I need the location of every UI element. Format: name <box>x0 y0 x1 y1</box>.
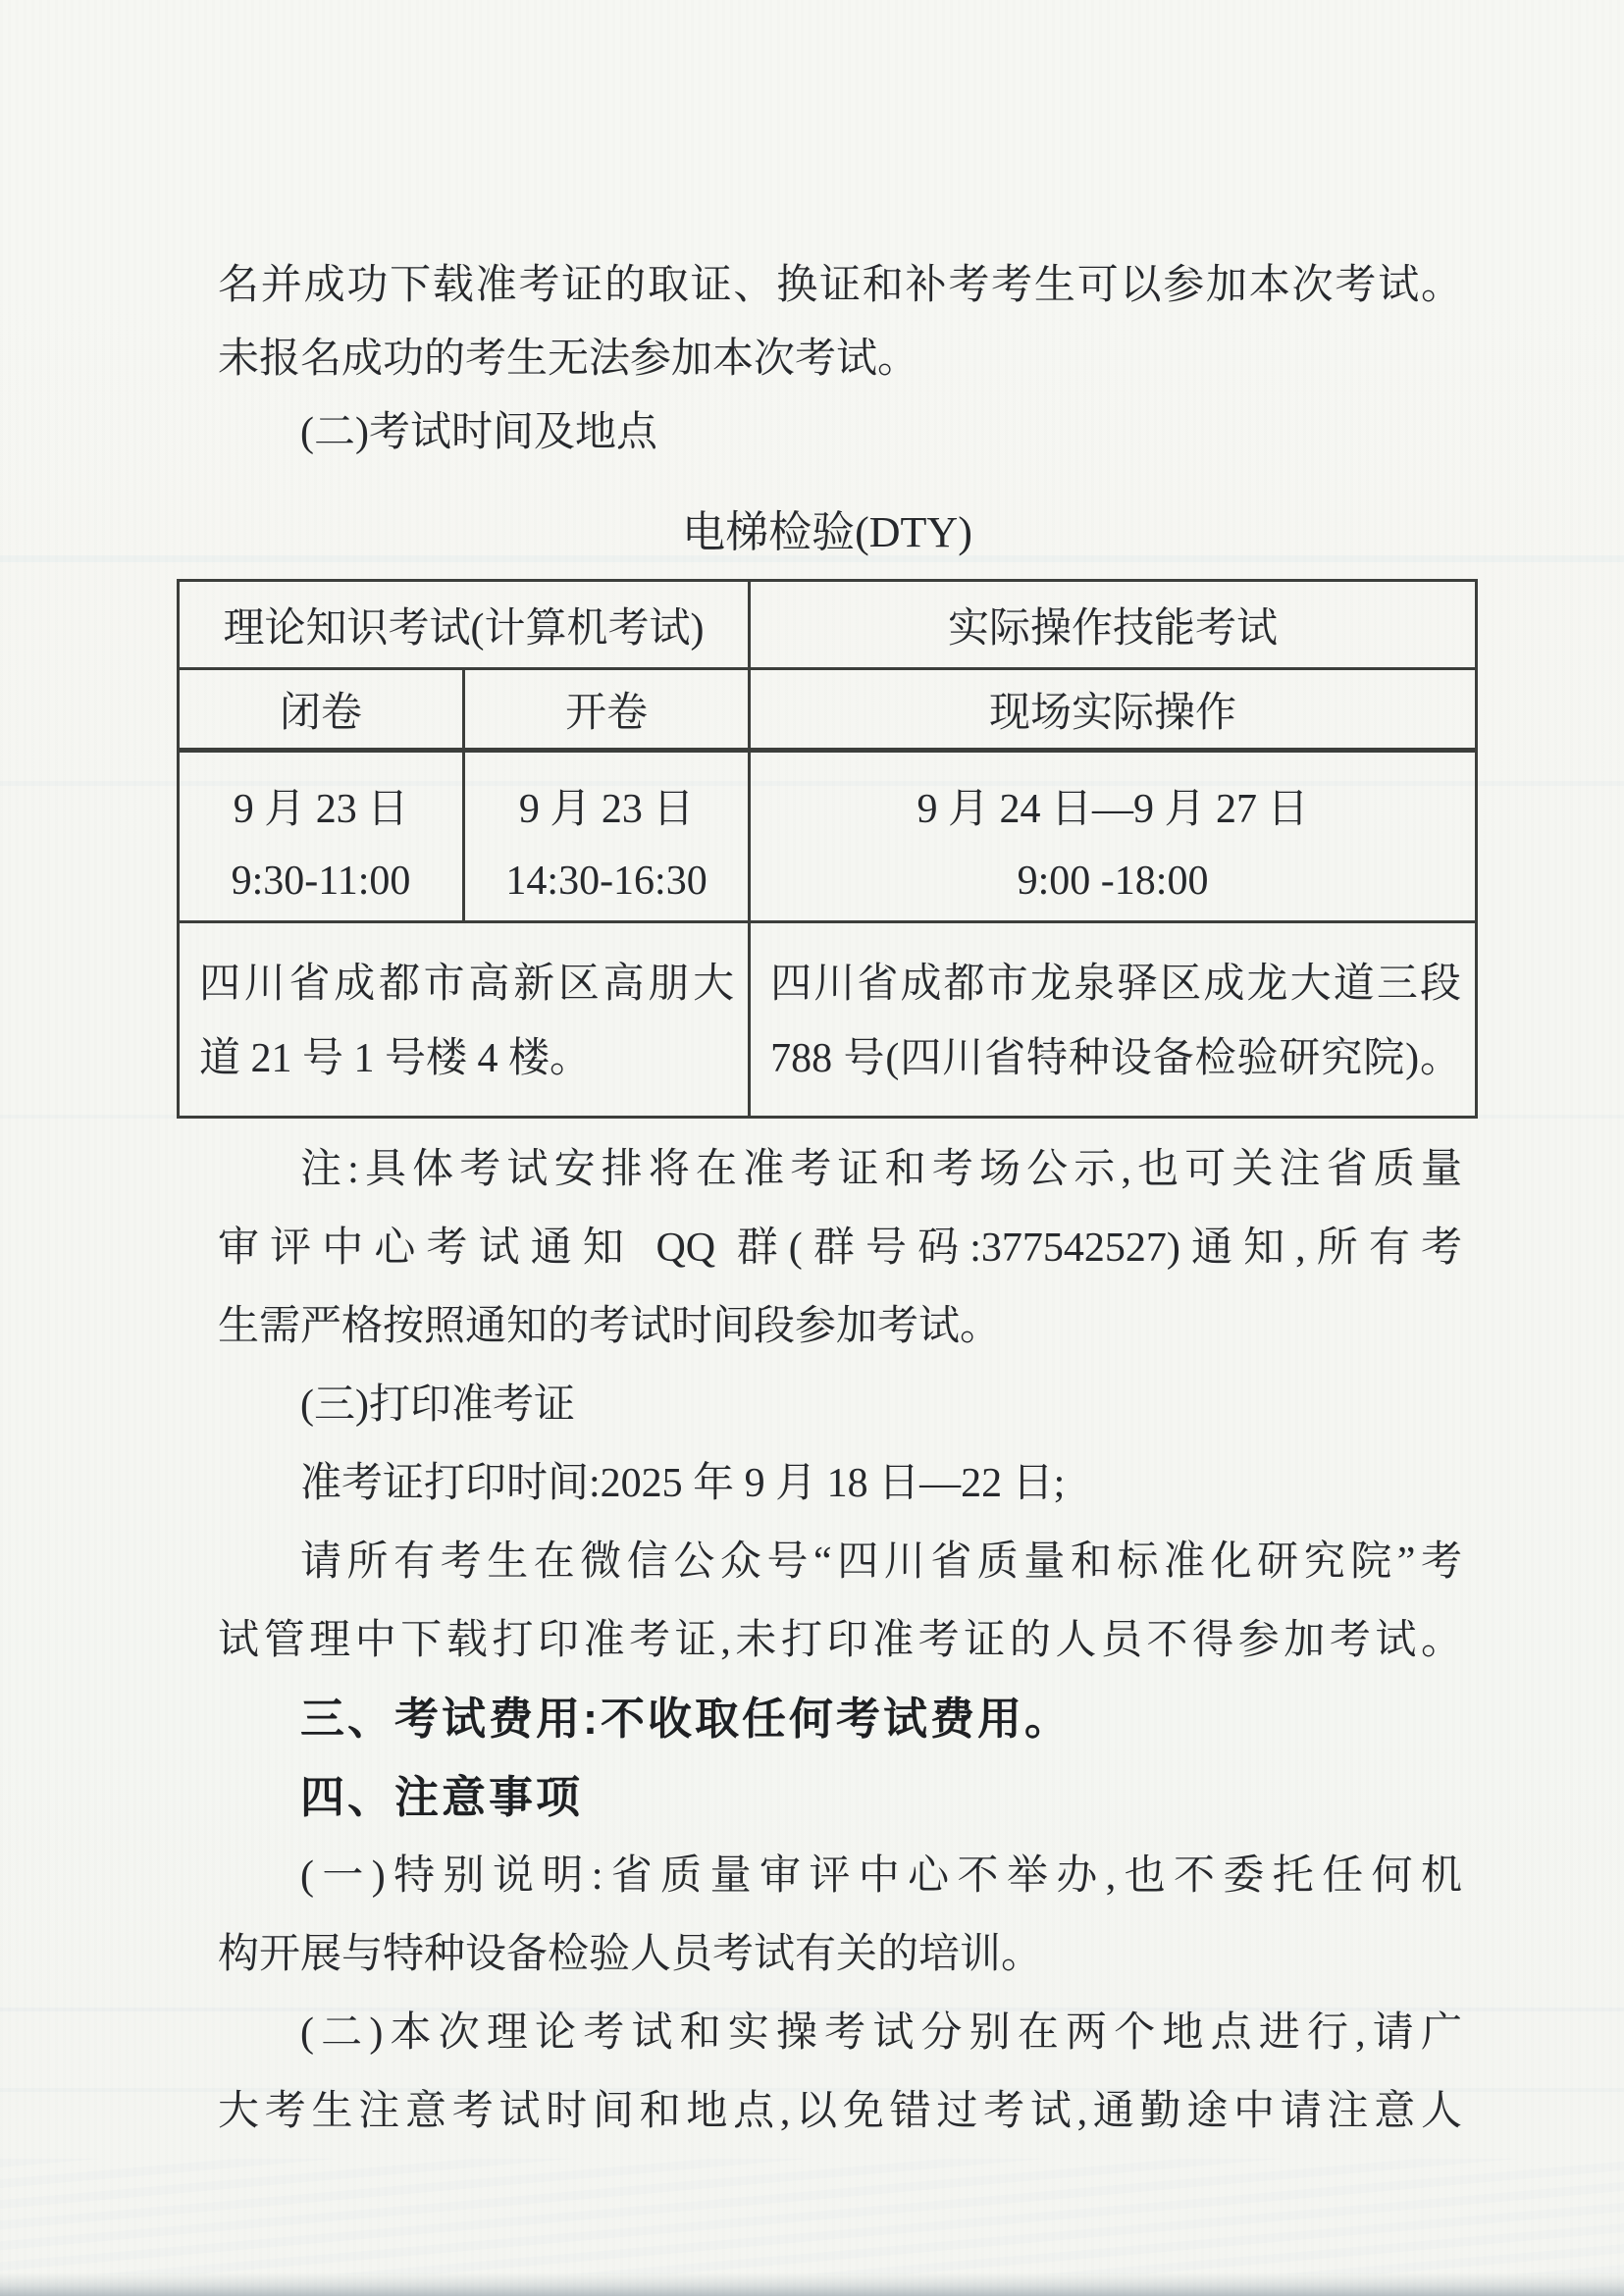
wechat-line-2: 试管理中下载打印准考证,未打印准考证的人员不得参加考试。 <box>218 1618 1462 1663</box>
table-header-row <box>179 581 1477 669</box>
theory-location-cell <box>179 922 750 1118</box>
theory-location-line: 四川省成都市高新区高朋大 <box>199 962 735 1007</box>
notes-item1-line-1: (一)特别说明:省质量审评中心不举办,也不委托任何机 <box>300 1853 1462 1899</box>
intro-continuation-line: 名并成功下载准考证的取证、换证和补考考生可以参加本次考试。 <box>218 263 1462 308</box>
table-schedule-row <box>179 751 1477 922</box>
practical-location-line: 788 号(四川省特种设备检验研究院)。 <box>770 1036 1461 1081</box>
document-body <box>199 0 1462 2151</box>
wechat-line-1: 请所有考生在微信公众号“四川省质量和标准化研究院”考 <box>300 1539 1462 1585</box>
open-book-date: 9 月 23 日 <box>518 787 695 832</box>
print-time-line: 准考证打印时间:2025 年 9 月 18 日—22 日; <box>300 1461 1066 1506</box>
open-book-label-cell: 开卷 <box>464 669 750 751</box>
note-line-3: 生需严格按照通知的考试时间段参加考试。 <box>218 1304 1002 1349</box>
closed-book-label-cell: 闭卷 <box>179 669 464 751</box>
theory-exam-header-cell: 理论知识考试(计算机考试) <box>179 581 750 669</box>
intro-line: 未报名成功的考生无法参加本次考试。 <box>218 337 919 382</box>
fee-section-heading: 三、考试费用:不收取任何考试费用。 <box>300 1694 1072 1744</box>
note-line-1: 注:具体考试安排将在准考证和考场公示,也可关注省质量 <box>300 1147 1462 1192</box>
notes-item2-line-2: 大考生注意考试时间和地点,以免错过考试,通勤途中请注意人 <box>218 2089 1462 2134</box>
notes-item1-line-2: 构开展与特种设备检验人员考试有关的培训。 <box>218 1932 1043 1977</box>
onsite-schedule-cell <box>750 751 1477 922</box>
section-heading-print-ticket: (三)打印准考证 <box>300 1383 575 1428</box>
notes-item2-line-1: (二)本次理论考试和实操考试分别在两个地点进行,请广 <box>300 2010 1462 2056</box>
onsite-date-range: 9 月 24 日—9 月 27 日 <box>917 787 1309 832</box>
closed-book-date: 9 月 23 日 <box>233 787 409 832</box>
table-subheader-row <box>179 669 1477 751</box>
open-book-time: 14:30-16:30 <box>505 859 707 904</box>
practical-location-line: 四川省成都市龙泉驿区成龙大道三段 <box>770 962 1461 1007</box>
scan-bottom-edge-shadow <box>0 2272 1624 2296</box>
theory-location-line: 道 21 号 1 号楼 4 楼。 <box>199 1036 592 1081</box>
closed-book-time: 9:30-11:00 <box>231 859 411 904</box>
closed-book-schedule-cell <box>179 751 464 922</box>
table-location-row <box>179 922 1477 1118</box>
section-heading-time-location: (二)考试时间及地点 <box>300 410 657 455</box>
notes-section-heading: 四、注意事项 <box>300 1772 584 1822</box>
exam-schedule-table <box>177 579 1478 1119</box>
practical-location-cell <box>750 922 1477 1118</box>
page-backside-ghosting <box>0 2159 1624 2274</box>
onsite-time: 9:00 -18:00 <box>1017 859 1209 904</box>
onsite-operation-label-cell: 现场实际操作 <box>750 669 1477 751</box>
open-book-schedule-cell <box>464 751 750 922</box>
note-line-2: 审评中心考试通知 QQ 群(群号码:377542527)通知,所有考 <box>218 1226 1462 1271</box>
practical-exam-header-cell: 实际操作技能考试 <box>750 581 1477 669</box>
table-title-elevator-inspection: 电梯检验(DTY) <box>682 508 972 556</box>
